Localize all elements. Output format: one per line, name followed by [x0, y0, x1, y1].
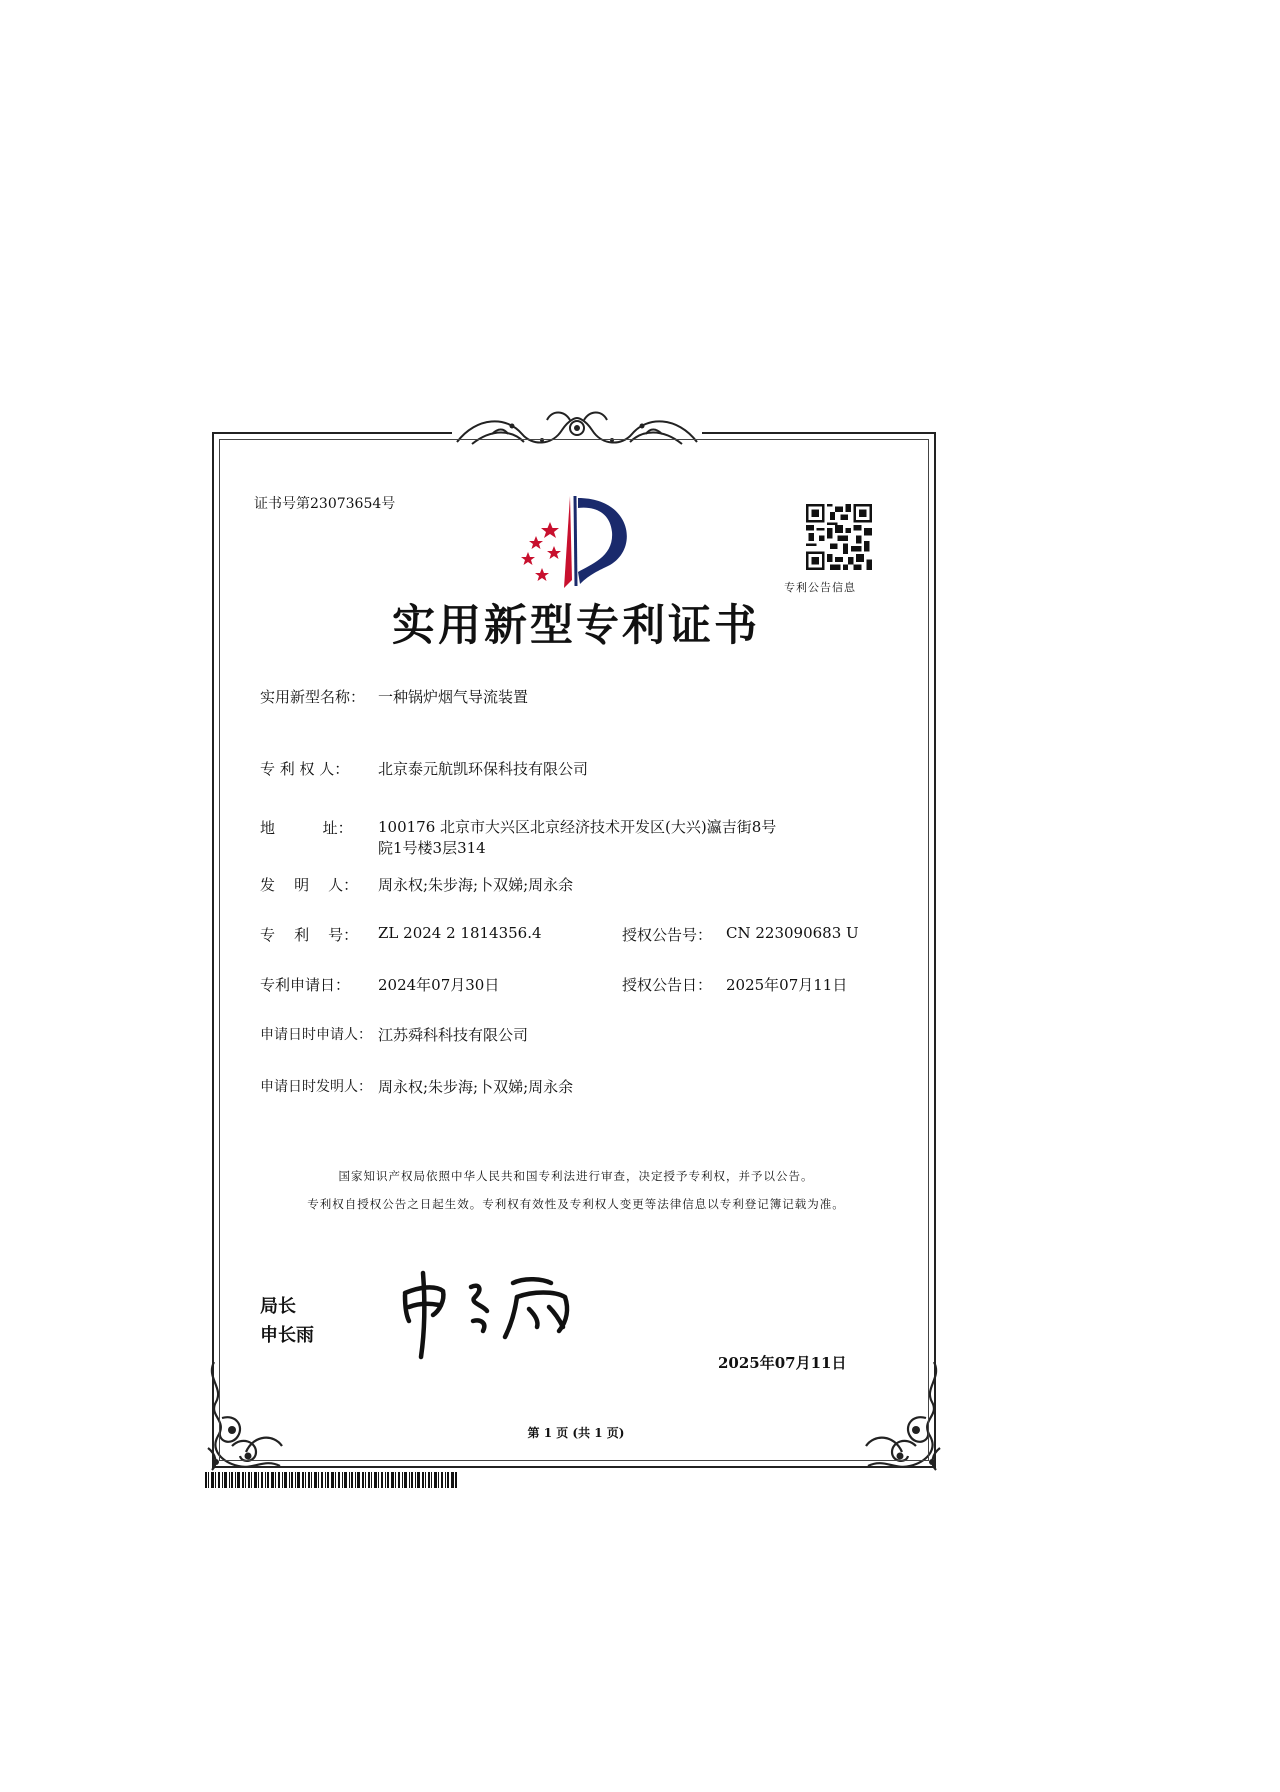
applicant-at-filing-value: 江苏舜科科技有限公司: [378, 1026, 529, 1044]
patent-number-label: 专 利 号：: [260, 926, 359, 944]
page-number: 第 1 页 (共 1 页): [527, 1426, 625, 1440]
filing-date-value: 2024年07月30日: [378, 976, 500, 994]
grant-publication-number-label: 授权公告号：: [622, 926, 713, 944]
filing-date-label: 专利申请日：: [260, 976, 351, 994]
grant-publication-number-value: CN 223090683 U: [726, 924, 859, 942]
ornament-corner-left: [202, 1358, 290, 1476]
ornament-corner-right: [858, 1358, 946, 1476]
grant-date-value: 2025年07月11日: [726, 976, 848, 994]
inventor-value: 周永权;朱步海;卜双娣;周永余: [378, 876, 574, 894]
certificate-number: 证书号第23073654号: [254, 496, 396, 512]
legal-notice-line-2: 专利权自授权公告之日起生效。专利权有效性及专利权人变更等法律信息以专利登记簿记载为准。: [307, 1197, 845, 1211]
inventor-label: 发 明 人：: [260, 876, 359, 894]
name-label: 实用新型名称：: [260, 688, 366, 706]
applicant-at-filing-label: 申请日时申请人：: [260, 1027, 372, 1043]
ornament-top-decoration: [452, 406, 702, 456]
handwritten-signature: [399, 1269, 589, 1361]
name-value: 一种锅炉烟气导流装置: [378, 688, 529, 706]
inventor-at-filing-value: 周永权;朱步海;卜双娣;周永余: [378, 1078, 574, 1096]
address-label: 地 址：: [260, 819, 353, 837]
address-value: [378, 817, 818, 859]
holder-value: 北京泰元航凯环保科技有限公司: [378, 760, 589, 778]
signatory-name: 申长雨: [260, 1325, 314, 1346]
grant-date-label: 授权公告日：: [622, 976, 713, 994]
barcode: [205, 1472, 457, 1488]
inventor-at-filing-label: 申请日时发明人：: [260, 1079, 372, 1095]
qr-code-label: 专利公告信息: [784, 581, 856, 594]
patent-office-emblem: [512, 492, 644, 594]
address-line-2: 院1号楼3层314: [378, 839, 486, 857]
signatory-role: 局长: [260, 1296, 296, 1317]
legal-notice-line-1: 国家知识产权局依照中华人民共和国专利法进行审查，决定授予专利权，并予以公告。: [338, 1169, 814, 1183]
holder-label: 专 利 权 人：: [260, 760, 350, 778]
patent-number-value: ZL 2024 2 1814356.4: [378, 924, 542, 942]
address-line-1: 100176 北京市大兴区北京经济技术开发区(大兴)瀛吉街8号: [378, 818, 777, 836]
qr-code[interactable]: [806, 504, 872, 570]
certificate-title: 实用新型专利证书: [392, 601, 760, 651]
certificate-frame: [212, 432, 936, 1468]
issue-date: 2025年07月11日: [718, 1354, 847, 1372]
